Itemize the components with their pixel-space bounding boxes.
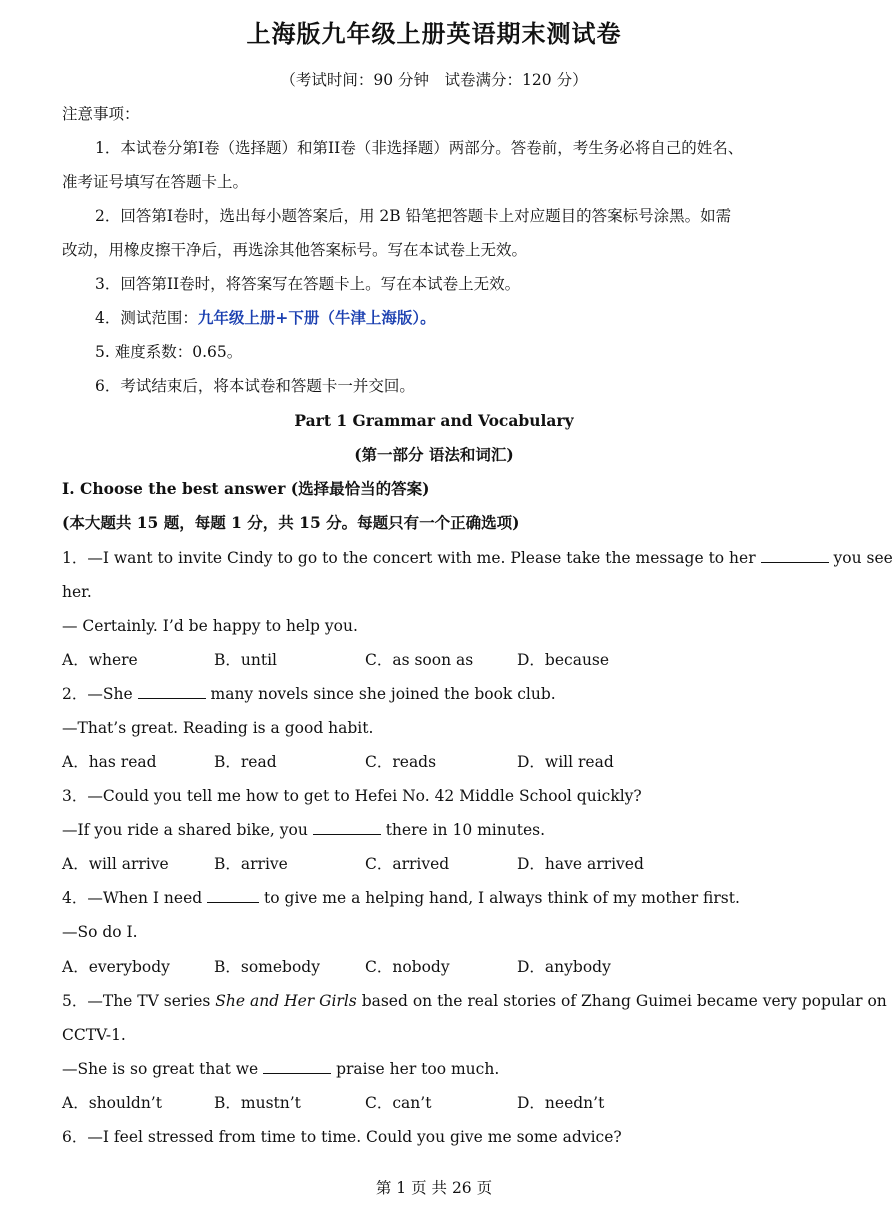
q4-text-after: to give me a helping hand, I always think of my mother first. (264, 889, 740, 907)
question-5 (62, 991, 887, 1011)
q3-option-c: C．arrived (365, 855, 450, 873)
q5-option-a: A．shouldn’t (62, 1094, 162, 1112)
note-3: 3．回答第II卷时，将答案写在答题卡上。写在本试卷上无效。 (95, 275, 521, 293)
q5-reply-after: praise her too much. (336, 1060, 500, 1078)
q3-reply (62, 820, 810, 840)
question-2 (62, 684, 810, 704)
question-1 (62, 548, 893, 568)
section-instruction: (本大题共 15 题，每题 1 分，共 15 分。每题只有一个正确选项) (62, 513, 520, 532)
q2-option-c: C．reads (365, 753, 437, 771)
q4-option-d: D．anybody (517, 958, 611, 976)
page-number: 第 1 页 共 26 页 (375, 1179, 493, 1197)
section-title: I. Choose the best answer (选择最恰当的答案) (62, 479, 430, 498)
answer-blank (207, 888, 259, 903)
q5-cont: CCTV-1. (62, 1026, 126, 1044)
q2-reply: —That’s great. Reading is a good habit. (62, 719, 374, 737)
q5-options (62, 1093, 810, 1113)
question-6: 6．—I feel stressed from time to time. Could you give me some advice? (62, 1128, 622, 1146)
note-6: 6．考试结束后，将本试卷和答题卡一并交回。 (95, 377, 415, 395)
answer-blank (313, 820, 381, 835)
part-subtitle: (第一部分 语法和词汇) (354, 445, 514, 464)
q4-option-a: A．everybody (62, 958, 170, 976)
q2-text: 2．—She (62, 685, 133, 703)
q3-option-b: B．arrive (214, 855, 288, 873)
q1-option-b: B．until (214, 651, 277, 669)
q1-options (62, 650, 810, 670)
q2-option-b: B．read (214, 753, 277, 771)
q2-option-a: A．has read (62, 753, 157, 771)
q4-reply: —So do I. (62, 923, 138, 941)
note-2: 2．回答第I卷时，选出每小题答案后，用 2B 铅笔把答题卡上对应题目的答案标号涂黑。如需 (95, 207, 732, 225)
q3-options (62, 854, 810, 874)
q5-reply (62, 1059, 810, 1079)
q4-text: 4．—When I need (62, 889, 203, 907)
notes-heading: 注意事项： (62, 105, 140, 123)
q3-option-d: D．have arrived (517, 855, 644, 873)
q1-reply: — Certainly. I’d be happy to help you. (62, 617, 358, 635)
q1-option-a: A．where (62, 651, 138, 669)
question-3: 3．—Could you tell me how to get to Hefei No. 42 Middle School quickly? (62, 787, 642, 805)
answer-blank (138, 684, 206, 699)
note-4-prefix: 4．测试范围： (95, 309, 198, 327)
q5-option-b: B．mustn’t (214, 1094, 301, 1112)
q4-options (62, 957, 810, 977)
q1-option-c: C．as soon as (365, 651, 474, 669)
test-scope: 九年级上册+下册（牛津上海版）。 (197, 308, 436, 327)
q4-option-b: B．somebody (214, 958, 320, 976)
q2-options (62, 752, 810, 772)
note-4 (95, 308, 810, 328)
q2-text-after: many novels since she joined the book club. (210, 685, 556, 703)
answer-blank (263, 1059, 331, 1074)
note-5: 5. 难度系数：0.65。 (95, 343, 243, 361)
question-4 (62, 888, 810, 908)
q5-option-d: D．needn’t (517, 1094, 605, 1112)
q5-tv-series-title: She and Her Girls (215, 992, 357, 1010)
exam-info: （考试时间：90 分钟 试卷满分：120 分） (280, 71, 588, 89)
q1-option-d: D．because (517, 651, 610, 669)
q5-option-c: C．can’t (365, 1094, 432, 1112)
answer-blank (761, 548, 829, 563)
part-title: Part 1 Grammar and Vocabulary (294, 411, 574, 430)
note-1-cont: 准考证号填写在答题卡上。 (62, 173, 249, 191)
q5-text-after: based on the real stories of Zhang Guimei became very popular on (356, 992, 887, 1010)
q3-text: —If you ride a shared bike, you (62, 821, 308, 839)
q1-cont: her. (62, 583, 92, 601)
note-2-cont: 改动，用橡皮擦干净后，再选涂其他答案标号。写在本试卷上无效。 (62, 241, 528, 259)
q2-option-d: D．will read (517, 753, 614, 771)
note-1: 1．本试卷分第I卷（选择题）和第II卷（非选择题）两部分。答卷前，考生务必将自己的姓名、 (95, 139, 744, 157)
q3-option-a: A．will arrive (62, 855, 169, 873)
q5-reply-text: —She is so great that we (62, 1060, 259, 1078)
q4-option-c: C．nobody (365, 958, 450, 976)
q1-text-after: you see (833, 549, 893, 567)
q5-text: 5．—The TV series (62, 992, 216, 1010)
page-title: 上海版九年级上册英语期末测试卷 (246, 20, 622, 48)
q3-text-after: there in 10 minutes. (385, 821, 546, 839)
q1-text: 1．—I want to invite Cindy to go to the concert with me. Please take the message to her (62, 549, 756, 567)
